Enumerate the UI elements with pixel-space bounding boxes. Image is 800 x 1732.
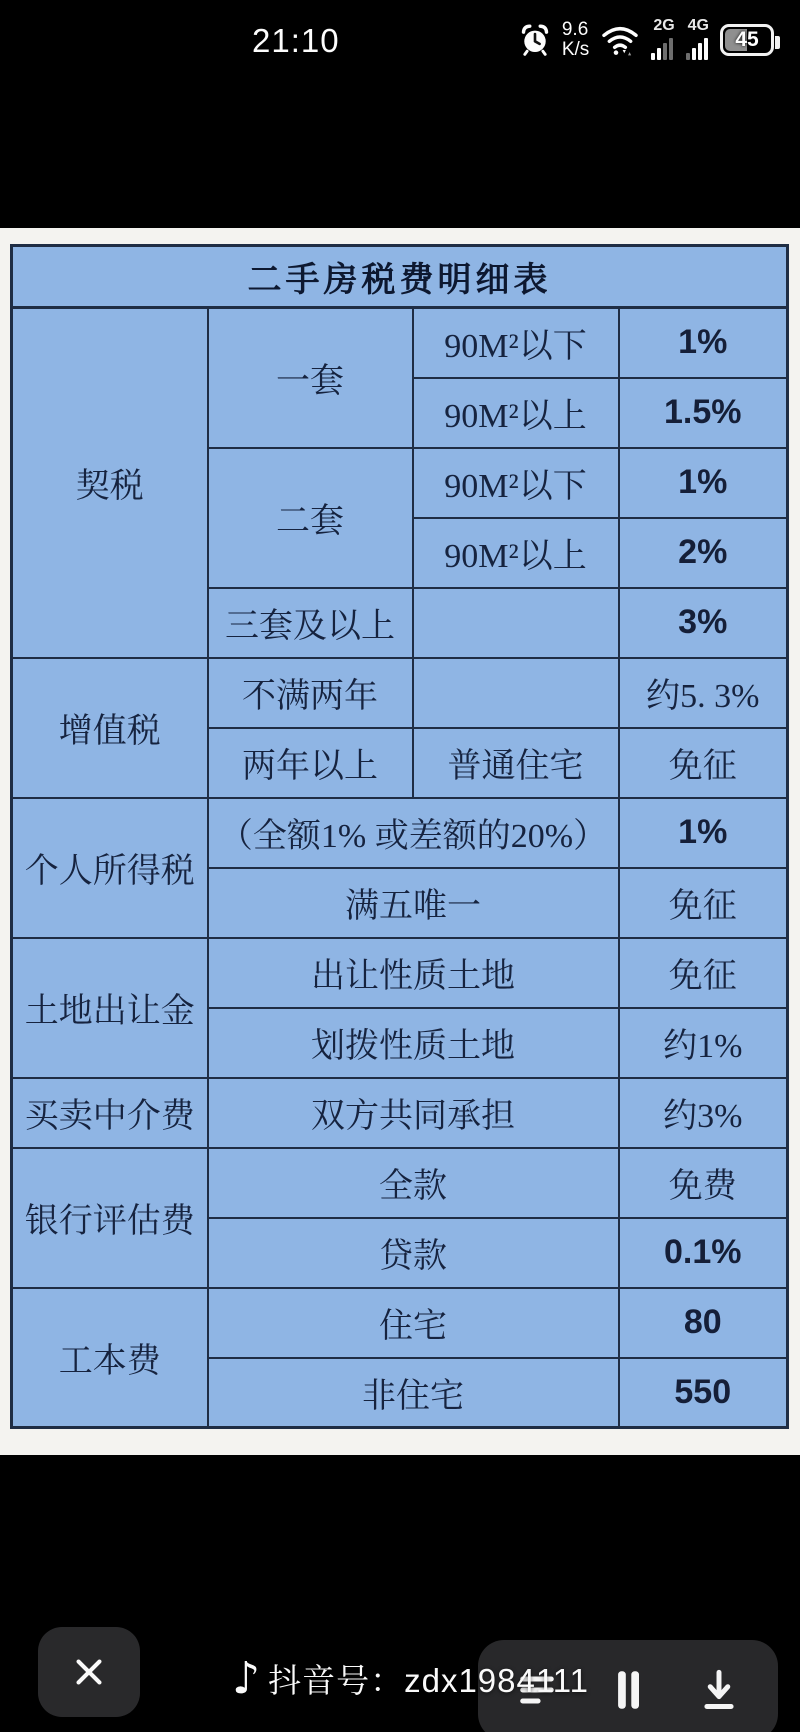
cell-condition: 90M²以下 — [413, 308, 619, 378]
cell-condition: 满五唯一 — [208, 868, 619, 938]
cell-condition: 全款 — [208, 1148, 619, 1218]
cell-rate: 1% — [619, 448, 788, 518]
cell-condition: 普通住宅 — [413, 728, 619, 798]
douyin-note-icon: ♪ — [232, 1652, 261, 1704]
cell-rate: 免征 — [619, 728, 788, 798]
cell-condition: 划拨性质土地 — [208, 1008, 619, 1078]
cell-rate: 80 — [619, 1288, 788, 1358]
cell-condition: 90M²以下 — [413, 448, 619, 518]
cell-rate: 1% — [619, 798, 788, 868]
cell-tax-category: 个人所得税 — [12, 798, 208, 938]
cell-tax-category: 买卖中介费 — [12, 1078, 208, 1148]
signal-sim2-label: 4G — [687, 17, 709, 34]
table-row — [12, 658, 788, 728]
cell-condition: 90M²以上 — [413, 378, 619, 448]
network-speed-unit: K/s — [561, 39, 590, 60]
download-button[interactable] — [691, 1662, 747, 1718]
cell-tax-category: 增值税 — [12, 658, 208, 798]
cell-rate: 0.1% — [619, 1218, 788, 1288]
status-icons-cluster — [519, 14, 774, 66]
pause-button[interactable] — [600, 1662, 656, 1718]
table-row — [12, 938, 788, 1008]
close-icon — [66, 1649, 112, 1695]
cell-condition: 贷款 — [208, 1218, 619, 1288]
cell-rate: 1% — [619, 308, 788, 378]
table-row — [12, 246, 788, 308]
cell-subcategory: 不满两年 — [208, 658, 413, 728]
signal-sim1 — [651, 18, 674, 62]
table-row — [12, 1148, 788, 1218]
signal-bars-sim1 — [651, 38, 673, 60]
cell-rate: 免费 — [619, 1148, 788, 1218]
cell-subcategory: 一套 — [208, 308, 413, 448]
watermark — [232, 1652, 590, 1704]
cell-rate: 550 — [619, 1358, 788, 1428]
cell-condition: 出让性质土地 — [208, 938, 619, 1008]
table-row — [12, 1078, 788, 1148]
cell-condition: （全额1% 或差额的20%） — [208, 798, 619, 868]
cell-tax-category: 银行评估费 — [12, 1148, 208, 1288]
network-speed — [562, 20, 589, 60]
cell-tax-category: 工本费 — [12, 1288, 208, 1428]
video-frame-photo — [0, 228, 800, 1455]
alarm-icon — [519, 23, 551, 57]
cell-subcategory: 三套及以上 — [208, 588, 413, 658]
cell-subcategory: 二套 — [208, 448, 413, 588]
watermark-text: 抖音号：zdx1984111 — [268, 1662, 590, 1699]
table-title: 二手房税费明细表 — [12, 246, 788, 308]
table-row — [12, 798, 788, 868]
cell-empty — [413, 658, 619, 728]
cell-rate: 约1% — [619, 1008, 788, 1078]
cell-condition: 双方共同承担 — [208, 1078, 619, 1148]
download-icon — [697, 1668, 741, 1712]
cell-rate: 2% — [619, 518, 788, 588]
cell-tax-category: 土地出让金 — [12, 938, 208, 1078]
close-button[interactable] — [38, 1627, 140, 1717]
cell-subcategory: 两年以上 — [208, 728, 413, 798]
network-speed-value: 9.6 — [561, 19, 589, 40]
table-row — [12, 308, 788, 378]
signal-bars-sim2 — [686, 38, 708, 60]
wifi-icon — [600, 22, 640, 58]
cell-rate: 3% — [619, 588, 788, 658]
cell-rate: 免征 — [619, 868, 788, 938]
cell-tax-category: 契税 — [12, 308, 208, 658]
cell-empty — [413, 588, 619, 658]
cell-rate: 1.5% — [619, 378, 788, 448]
battery-nub — [775, 36, 780, 49]
table-row — [12, 1288, 788, 1358]
cell-condition: 非住宅 — [208, 1358, 619, 1428]
cell-condition: 90M²以上 — [413, 518, 619, 588]
cell-rate: 约3% — [619, 1078, 788, 1148]
cell-rate: 约5. 3% — [619, 658, 788, 728]
signal-sim1-label: 2G — [653, 17, 675, 34]
signal-sim2 — [686, 18, 709, 62]
battery-icon — [720, 24, 774, 56]
pause-icon — [606, 1668, 650, 1712]
cell-rate: 免征 — [619, 938, 788, 1008]
battery-percent: 45 — [735, 28, 759, 51]
cell-condition: 住宅 — [208, 1288, 619, 1358]
tax-fee-table — [10, 244, 789, 1429]
status-time: 21:10 — [252, 22, 340, 59]
